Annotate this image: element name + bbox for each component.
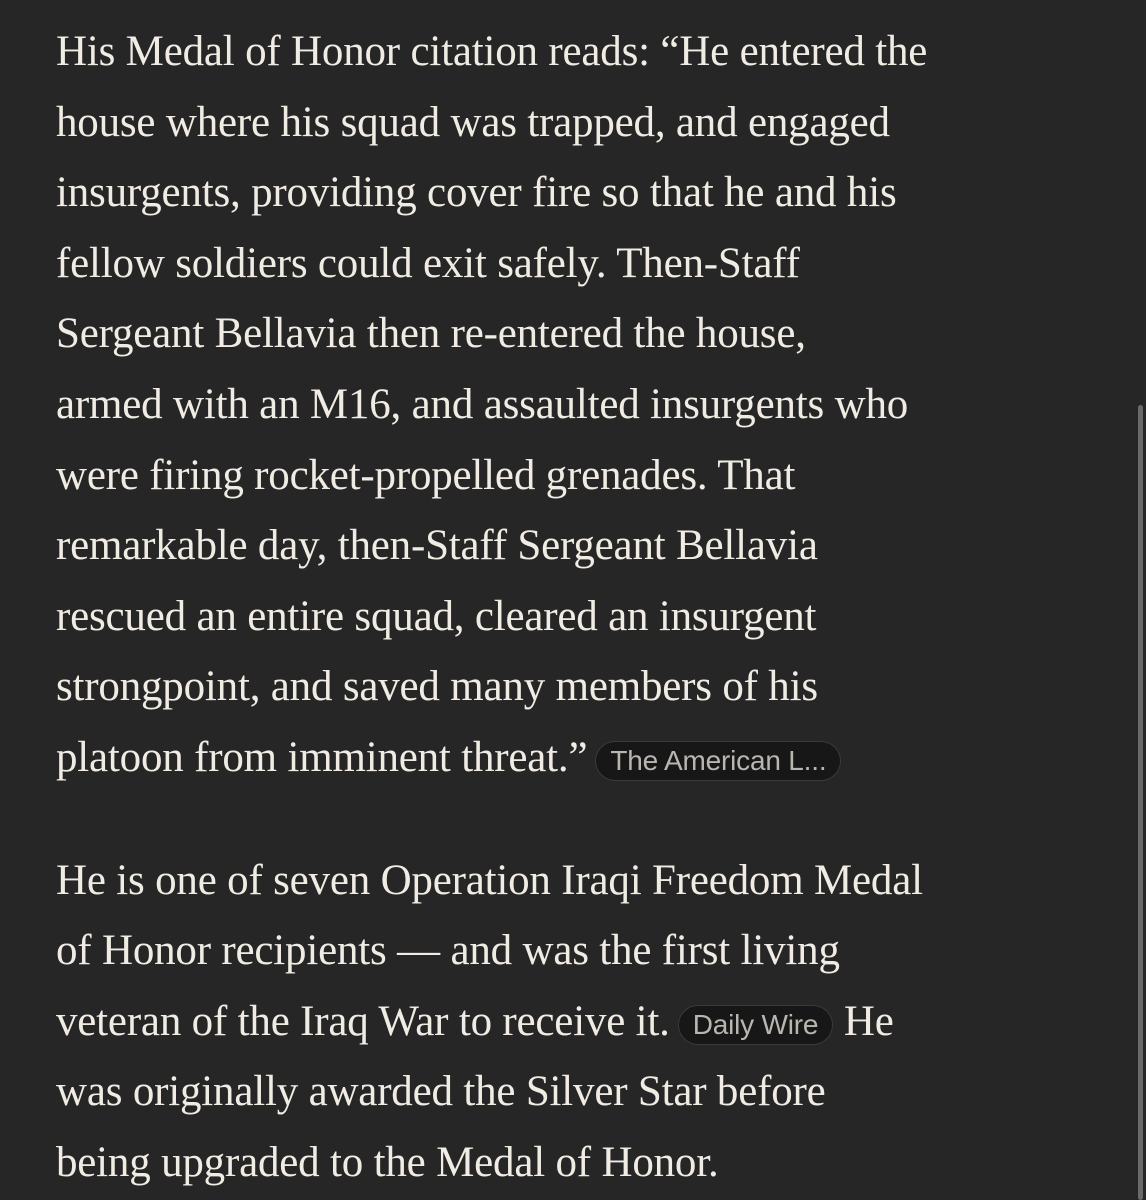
text-line [56,723,1116,794]
text-line [56,987,1116,1058]
source-chip-american-legion[interactable]: The American L... [595,741,841,781]
source-chip-daily-wire[interactable]: Daily Wire [678,1005,834,1045]
article-body [56,17,1116,1199]
text-line: He is one of seven Operation Iraqi Freedom Medal [56,856,923,904]
text-line-content: platoon from imminent threat.” [56,733,588,781]
text-line: remarkable day, then-Staff Sergeant Bellavia [56,522,818,570]
text-line: strongpoint, and saved many members of his [56,663,818,711]
text-line: armed with an M16, and assaulted insurgents who [56,380,909,428]
text-line: insurgents, providing cover fire so that he and his [56,169,897,217]
text-line: were firing rocket-propelled grenades. That [56,451,796,499]
text-line: house where his squad was trapped, and engaged [56,98,890,146]
text-line-continuation: He [843,997,894,1045]
text-line: of Honor recipients — and was the first living [56,927,840,975]
citation-paragraph [56,17,1116,794]
text-line-content: veteran of the Iraq War to receive it. [56,997,670,1045]
text-line: His Medal of Honor citation reads: “He entered the [56,28,928,75]
scrollbar-thumb[interactable] [1138,405,1143,1200]
text-line: rescued an entire squad, cleared an insurgent [56,592,817,640]
text-line: being upgraded to the Medal of Honor. [56,1138,719,1186]
text-line: was originally awarded the Silver Star before [56,1068,826,1116]
scrollbar[interactable] [1128,0,1146,1200]
text-line: Sergeant Bellavia then re-entered the house, [56,310,806,358]
recipient-paragraph [56,846,1116,1199]
text-line: fellow soldiers could exit safely. Then-Staff [56,239,800,287]
